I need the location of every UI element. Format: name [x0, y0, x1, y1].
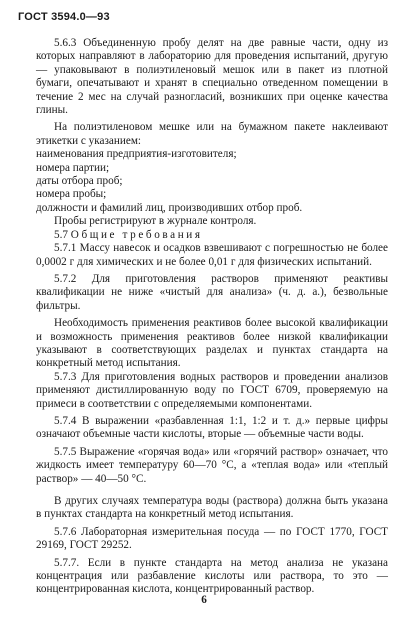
section-heading-5-7 — [36, 229, 388, 242]
section-title: Общие требования — [70, 228, 203, 241]
document-code-header: ГОСТ 3594.0—93 — [18, 11, 110, 23]
paragraph-5-7-4: 5.7.4 В выражении «разбавленная 1:1, 1:2 и т. д.» первые цифры означают объемные части кислоты, вторые — объемные части воды. — [36, 414, 388, 441]
paragraph-5-7-7: 5.7.7. Если в пункте стандарта на метод анализа не указана концентрация или разбавление кислоты или раствора, то это — концентрированная кислота, концентрированный раствор. — [36, 556, 388, 596]
label-item-batch: номера партии; — [36, 161, 110, 174]
label-item-sample-number: номера пробы; — [36, 188, 107, 201]
paragraph-5-7-2: 5.7.2 Для приготовления растворов применяют реактивы квалификации не ниже «чистый для анализа» (ч. д. а.), безвольные фильтры. — [36, 272, 388, 312]
paragraph-5-7-1: 5.7.1 Массу навесок и осадков взвешивают с погрешностью не более 0,0002 г для химических и не более 0,01 г для физических испытаний. — [36, 242, 388, 268]
label-item-manufacturer: наименования предприятия-изготовителя; — [36, 148, 237, 161]
paragraph-5-7-5: 5.7.5 Выражение «горячая вода» или «горячий раствор» означает, что жидкость имеет температуру 60—70 °С, а «теплая вода» или «теплый раствор» — 40—50 °С. — [36, 445, 388, 485]
paragraph-5-7-6: 5.7.6 Лабораторная измерительная посуда — по ГОСТ 1770, ГОСТ 29169, ГОСТ 29252. — [36, 525, 388, 552]
paragraph-register: Пробы регистрируют в журнале контроля. — [54, 215, 257, 228]
section-number: 5.7 — [54, 228, 68, 241]
label-item-dates: даты отбора проб; — [36, 175, 123, 188]
paragraph-necessity: Необходимость применения реактивов более высокой квалификации и возможность применения реактивов более низкой квалификации указывают в соответствующих разделах и пунктах стандарта на конкретный метод испытания. — [36, 317, 388, 370]
label-item-positions: должности и фамилий лиц, производивших отбор проб. — [36, 201, 303, 214]
document-body — [36, 37, 388, 597]
page-number: 6 — [201, 594, 207, 606]
paragraph-5-7-3: 5.7.3 Для приготовления водных растворов и проведении анализов применяют дистиллированную воду по ГОСТ 6709, проверяемую на примеси в соответствии с определяемыми компонентами. — [36, 370, 388, 410]
paragraph-5-6-3: 5.6.3 Объединенную пробу делят на две равные части, одну из которых направляют в лабораторию для проведения испытаний, другую — упаковывают в полиэтиленовый мешок или в пакет из плотной бумаги, опечатывают и хранят в специально отведенном помещении в течение 2 мес на случай разногласий, возникших при оценке качества глины. — [36, 37, 388, 117]
paragraph-other-cases: В других случаях температура воды (раствора) должна быть указана в пунктах стандарта на конкретный метод испытания. — [36, 495, 388, 521]
paragraph-label-intro: На полиэтиленовом мешке или на бумажном пакете наклеивают этикетки с указанием: — [36, 121, 388, 147]
